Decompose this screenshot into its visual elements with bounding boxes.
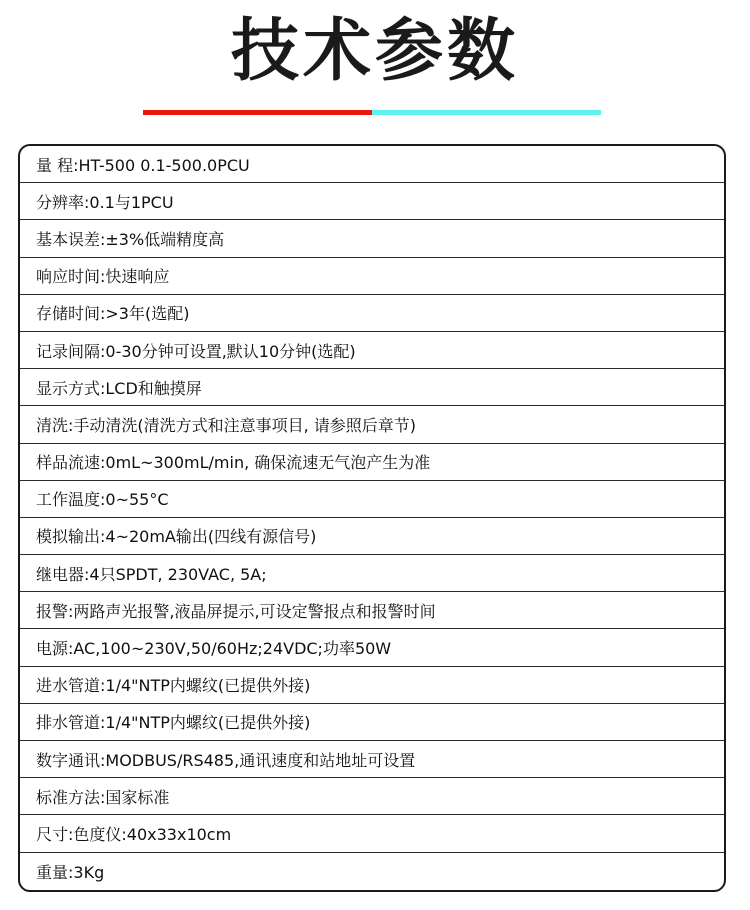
spec-row-range: 量 程:HT-500 0.1-500.0PCU bbox=[20, 146, 724, 183]
spec-row-alarm: 报警:两路声光报警,液晶屏提示,可设定警报点和报警时间 bbox=[20, 592, 724, 629]
spec-row-digital-comm: 数字通讯:MODBUS/RS485,通讯速度和站地址可设置 bbox=[20, 741, 724, 778]
title-underline-cyan bbox=[372, 110, 601, 115]
spec-row-sample-flow: 样品流速:0mL~300mL/min, 确保流速无气泡产生为准 bbox=[20, 444, 724, 481]
page-title: 技术参数 bbox=[230, 12, 519, 91]
spec-row-resolution: 分辨率:0.1与1PCU bbox=[20, 183, 724, 220]
spec-row-record-interval: 记录间隔:0-30分钟可设置,默认10分钟(选配) bbox=[20, 332, 724, 369]
title-underline-red bbox=[143, 110, 372, 115]
spec-row-standard-method: 标准方法:国家标准 bbox=[20, 778, 724, 815]
spec-row-basic-error: 基本误差:±3%低端精度高 bbox=[20, 220, 724, 257]
spec-row-dimensions: 尺寸:色度仪:40x33x10cm bbox=[20, 815, 724, 852]
spec-row-analog-output: 模拟输出:4~20mA输出(四线有源信号) bbox=[20, 518, 724, 555]
spec-row-response-time: 响应时间:快速响应 bbox=[20, 258, 724, 295]
spec-row-display-mode: 显示方式:LCD和触摸屏 bbox=[20, 369, 724, 406]
spec-row-relay: 继电器:4只SPDT, 230VAC, 5A; bbox=[20, 555, 724, 592]
spec-row-power: 电源:AC,100~230V,50/60Hz;24VDC;功率50W bbox=[20, 629, 724, 666]
spec-row-cleaning: 清洗:手动清洗(清洗方式和注意事项目, 请参照后章节) bbox=[20, 406, 724, 443]
spec-row-weight: 重量:3Kg bbox=[36, 862, 105, 882]
spec-row-inlet-pipe: 进水管道:1/4"NTP内螺纹(已提供外接) bbox=[20, 667, 724, 704]
spec-row-storage-time: 存储时间:>3年(选配) bbox=[20, 295, 724, 332]
title-underline bbox=[143, 110, 601, 115]
spec-table bbox=[18, 144, 726, 892]
spec-row-operating-temp: 工作温度:0~55°C bbox=[20, 481, 724, 518]
spec-row-drain-pipe: 排水管道:1/4"NTP内螺纹(已提供外接) bbox=[20, 704, 724, 741]
